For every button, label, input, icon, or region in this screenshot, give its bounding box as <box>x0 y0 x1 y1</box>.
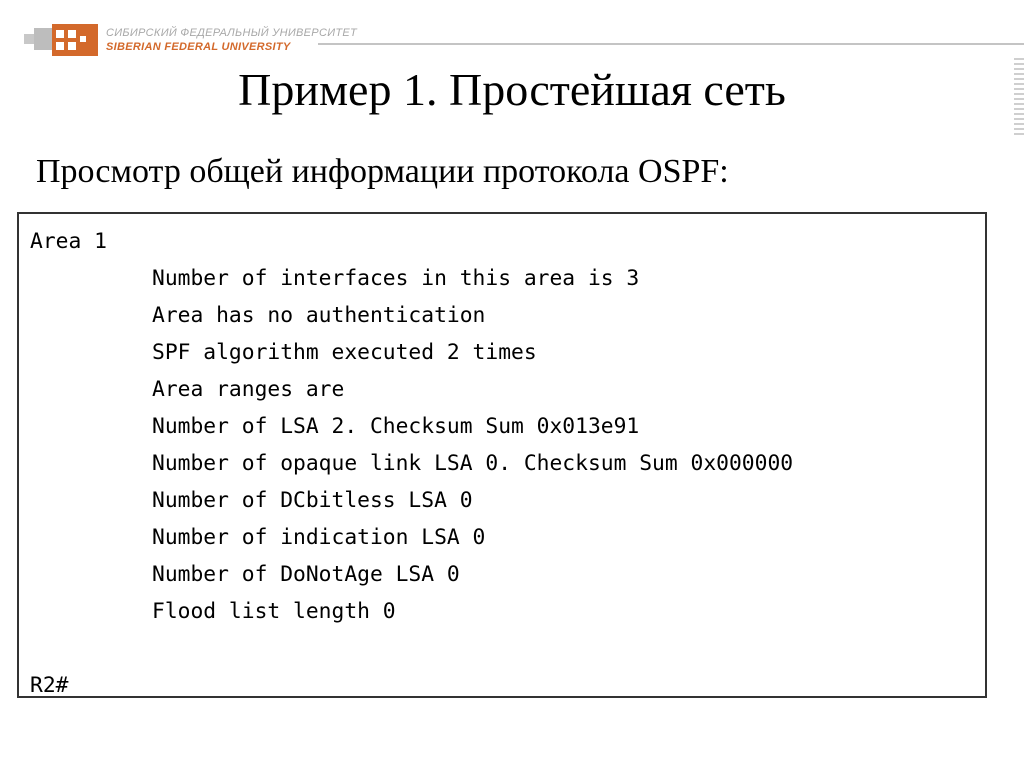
terminal-output <box>17 212 987 698</box>
slide-title: Пример 1. Простейшая сеть <box>238 64 786 115</box>
terminal-line: Flood list length 0 <box>152 599 396 624</box>
header-divider <box>318 43 1024 45</box>
terminal-line: Area has no authentication <box>152 303 486 328</box>
university-name <box>106 26 357 54</box>
terminal-line: Number of indication LSA 0 <box>152 525 486 550</box>
sfu-logo-icon <box>22 22 102 58</box>
terminal-area-line: Area 1 <box>30 229 107 254</box>
terminal-prompt: R2# <box>30 673 69 698</box>
terminal-line: Number of LSA 2. Checksum Sum 0x013e91 <box>152 414 640 439</box>
terminal-line: SPF algorithm executed 2 times <box>152 340 537 365</box>
terminal-line: Number of DCbitless LSA 0 <box>152 488 473 513</box>
university-name-en: SIBERIAN FEDERAL UNIVERSITY <box>106 41 291 53</box>
terminal-line: Number of interfaces in this area is 3 <box>152 266 640 291</box>
terminal-line: Number of opaque link LSA 0. Checksum Sum 0x000000 <box>152 451 794 476</box>
terminal-line: Number of DoNotAge LSA 0 <box>152 562 460 587</box>
terminal-line: Area ranges are <box>152 377 345 402</box>
slide-subtitle: Просмотр общей информации протокола OSPF: <box>36 153 729 190</box>
university-name-ru: СИБИРСКИЙ ФЕДЕРАЛЬНЫЙ УНИВЕРСИТЕТ <box>106 27 358 39</box>
terminal-blank-line <box>30 630 985 667</box>
